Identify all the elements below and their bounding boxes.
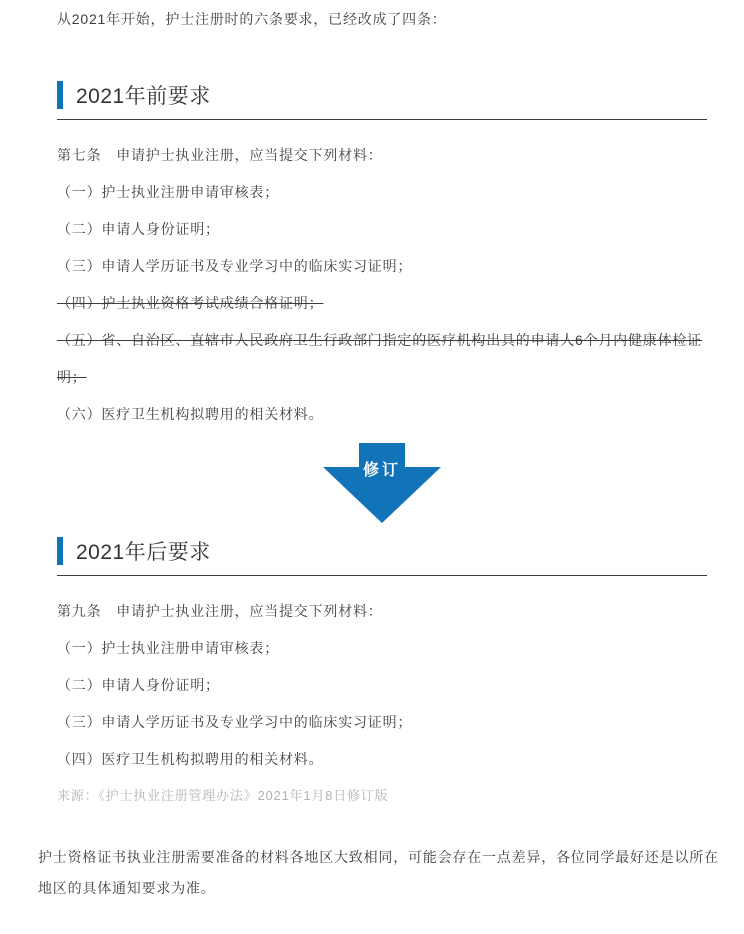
list-item: （二）申请人身份证明； xyxy=(57,221,220,237)
section-header-before-2021 xyxy=(57,80,707,110)
accent-bar xyxy=(57,537,63,565)
law-lead: 第七条 申请护士执业注册，应当提交下列材料： xyxy=(57,147,383,163)
section-divider xyxy=(57,575,707,576)
list-item: （三）申请人学历证书及专业学习中的临床实习证明； xyxy=(57,714,413,730)
list-item: （六）医疗卫生机构拟聘用的相关材料。 xyxy=(57,406,324,422)
list-item: （三）申请人学历证书及专业学习中的临床实习证明； xyxy=(57,258,413,274)
section-title: 2021年前要求 xyxy=(76,85,211,108)
footer-paragraph: 护士资格证书执业注册需要准备的材料各地区大致相同，可能会存在一点差异，各位同学最好还是以所在地区的具体通知要求为准。 xyxy=(38,849,719,896)
accent-bar xyxy=(57,81,63,109)
law-lead: 第九条 申请护士执业注册，应当提交下列材料： xyxy=(57,603,383,619)
list-item-struck: （四）护士执业资格考试成绩合格证明； xyxy=(57,295,324,311)
section-title: 2021年后要求 xyxy=(76,541,211,564)
source-note: 来源：《护士执业注册管理办法》2021年1月8日修订版 xyxy=(57,788,389,803)
intro-paragraph: 从2021年开始，护士注册时的六条要求，已经改成了四条： xyxy=(57,11,447,27)
list-item-struck: （五）省、自治区、直辖市人民政府卫生行政部门指定的医疗机构出具的申请人6个月内健康体检证明； xyxy=(57,332,702,385)
section-divider xyxy=(57,119,707,120)
list-item: （一）护士执业注册申请审核表； xyxy=(57,184,279,200)
list-item: （四）医疗卫生机构拟聘用的相关材料。 xyxy=(57,751,324,767)
law-list-after-2021 xyxy=(57,593,707,778)
list-item: （一）护士执业注册申请审核表； xyxy=(57,640,279,656)
revision-arrow xyxy=(323,443,441,523)
list-item: （二）申请人身份证明； xyxy=(57,677,220,693)
arrow-label: 修订 xyxy=(362,462,401,479)
law-list-before-2021 xyxy=(57,137,707,433)
section-header-after-2021 xyxy=(57,536,707,566)
